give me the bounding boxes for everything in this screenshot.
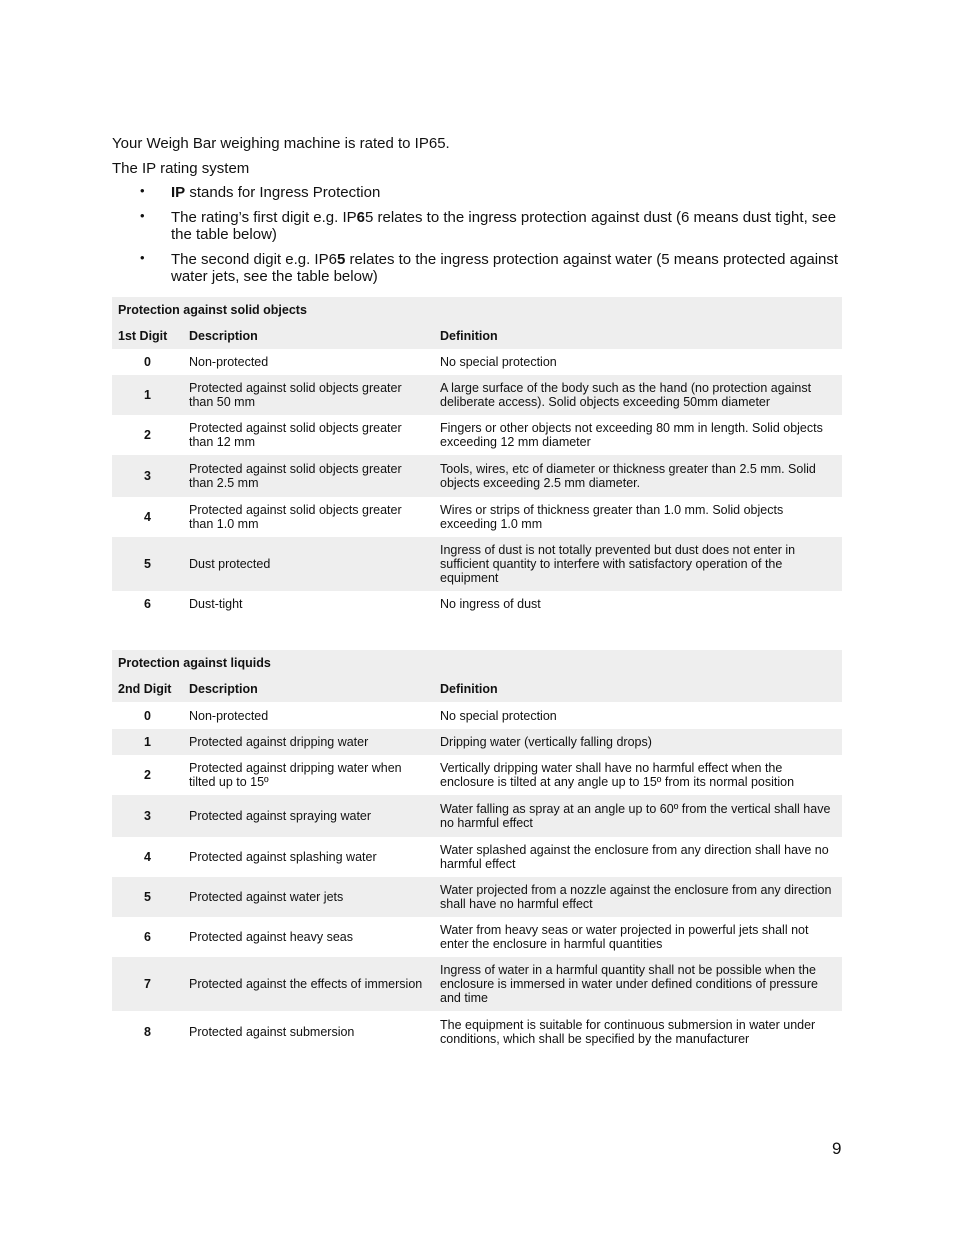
description-cell: Protected against splashing water (189, 850, 377, 864)
bullet-bold-text: 5 (336, 251, 346, 268)
digit-cell: 6 (144, 597, 151, 611)
bullet-text: stands for Ingress Protection (185, 184, 381, 201)
definition-cell: Water falling as spray at an angle up to 60º from the vertical shall have no harmful effect (434, 795, 842, 837)
digit-cell: 1 (112, 729, 183, 755)
digit-cell: 2 (144, 428, 151, 442)
definition-cell: Water projected from a nozzle against the enclosure from any direction shall have no harmful effect (434, 877, 842, 917)
bullet-bold-text: IP (171, 184, 186, 201)
digit-cell: 7 (112, 957, 183, 1011)
definition-cell: Wires or strips of thickness greater than 1.0 mm. Solid objects exceeding 1.0 mm (440, 503, 784, 531)
table-row (112, 755, 842, 795)
definition-cell: Tools, wires, etc of diameter or thickness greater than 2.5 mm. Solid objects exceeding 2.5 mm diameter. (434, 455, 842, 497)
digit-cell: 8 (144, 1025, 151, 1039)
digit-cell: 0 (144, 355, 151, 369)
table-caption: Protection against liquids (112, 650, 842, 676)
description-cell: Protected against dripping water (183, 729, 434, 755)
digit-cell: 5 (112, 877, 183, 917)
definition-cell: The equipment is suitable for continuous submersion in water under conditions, which shall be specified by the manufacturer (440, 1018, 816, 1046)
table-row (112, 702, 842, 729)
table-row (112, 455, 842, 497)
table-row (112, 349, 842, 375)
table-row (112, 837, 842, 877)
definition-cell: No special protection (440, 355, 557, 369)
definition-cell: Water splashed against the enclosure from any direction shall have no harmful effect (440, 843, 829, 871)
description-cell: Non-protected (189, 708, 269, 723)
header-definition: Definition (434, 323, 842, 349)
table-row (112, 795, 842, 837)
description-cell: Dust-tight (189, 597, 243, 611)
table-row (112, 729, 842, 755)
table-header-row (112, 676, 842, 702)
table-row (112, 917, 842, 957)
description-cell: Protected against submersion (189, 1025, 355, 1039)
header-description: Description (183, 676, 434, 702)
definition-cell: No ingress of dust (440, 597, 541, 611)
bullet-text: The second digit e.g. IP6 (171, 251, 337, 268)
bullet-bold-text: 6 (356, 209, 365, 226)
intro-section (112, 135, 842, 293)
digit-cell: 4 (144, 850, 151, 864)
rating-statement: Your Weigh Bar weighing machine is rated to IP65. (112, 135, 450, 152)
definition-cell: Ingress of dust is not totally prevented but dust does not enter in sufficient quantity to interfere with satisfactory operation of the equipment (434, 537, 842, 591)
table-row (112, 1011, 842, 1053)
definition-cell: No special protection (440, 708, 557, 723)
definition-cell: Vertically dripping water shall have no harmful effect when the enclosure is tilted at any angle up to 15º from its normal position (440, 761, 795, 789)
description-cell: Protected against the effects of immersion (183, 957, 434, 1011)
table-caption: Protection against solid objects (112, 297, 842, 323)
digit-cell: 1 (112, 375, 183, 415)
digit-cell: 2 (144, 768, 151, 782)
bullet-item (112, 209, 842, 243)
header-digit: 2nd Digit (112, 676, 183, 702)
digit-cell: 4 (144, 510, 151, 524)
definition-cell: A large surface of the body such as the hand (no protection against deliberate access). Solid objects exceeding 50mm diameter (434, 375, 842, 415)
header-digit: 1st Digit (112, 323, 183, 349)
bullet-item (112, 251, 842, 285)
table-caption-row (112, 297, 842, 323)
description-cell: Protected against water jets (183, 877, 434, 917)
description-cell: Dust protected (183, 537, 434, 591)
table-row (112, 375, 842, 415)
ip-system-heading: The IP rating system (112, 160, 250, 177)
definition-cell: Dripping water (vertically falling drops) (434, 729, 842, 755)
table-header-row (112, 323, 842, 349)
page-number: 9 (832, 1139, 842, 1158)
digit-cell: 6 (144, 930, 151, 944)
table-row (112, 415, 842, 455)
description-cell: Non-protected (189, 355, 269, 369)
solid-objects-table (112, 297, 842, 617)
table-row (112, 497, 842, 537)
description-cell: Protected against heavy seas (189, 930, 353, 944)
definition-cell: Ingress of water in a harmful quantity shall not be possible when the enclosure is immersed in water under defined conditions of pressure and time (434, 957, 842, 1011)
description-cell: Protected against solid objects greater than 12 mm (189, 421, 402, 449)
bullet-text: The rating’s first digit e.g. IP (171, 209, 357, 226)
digit-cell: 5 (112, 537, 183, 591)
bullet-text: relates to the ingress protection against water (5 means protected against water jets, see the table below) (171, 251, 839, 285)
description-cell: Protected against solid objects greater than 2.5 mm (183, 455, 434, 497)
table-row (112, 957, 842, 1011)
description-cell: Protected against solid objects greater than 1.0 mm (189, 503, 402, 531)
bullet-text: 5 relates to the ingress protection against dust (6 means dust tight, see the table below) (171, 209, 837, 243)
description-cell: Protected against solid objects greater than 50 mm (183, 375, 434, 415)
bullet-item (112, 184, 842, 201)
definition-cell: Water from heavy seas or water projected in powerful jets shall not enter the enclosure in harmful quantities (440, 923, 809, 951)
table-row (112, 877, 842, 917)
definition-cell: Fingers or other objects not exceeding 80 mm in length. Solid objects exceeding 12 mm diameter (440, 421, 823, 449)
digit-cell: 0 (144, 708, 151, 723)
table-caption-row (112, 650, 842, 676)
liquids-table (112, 650, 842, 1053)
table-row (112, 537, 842, 591)
ip-bullet-list (112, 184, 842, 285)
header-description: Description (183, 323, 434, 349)
table-row (112, 591, 842, 617)
description-cell: Protected against dripping water when tilted up to 15º (189, 761, 402, 789)
digit-cell: 3 (112, 795, 183, 837)
digit-cell: 3 (112, 455, 183, 497)
description-cell: Protected against spraying water (183, 795, 434, 837)
header-definition: Definition (434, 676, 842, 702)
